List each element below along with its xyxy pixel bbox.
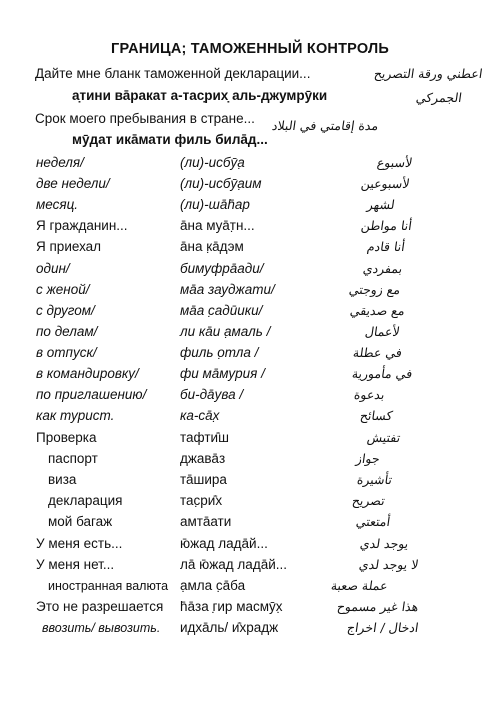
row-arabic: تصريح bbox=[351, 493, 387, 508]
row-ru: один/ bbox=[36, 261, 70, 276]
row-arabic: لأسبوع bbox=[375, 155, 414, 170]
row-translit: та̄шира bbox=[180, 472, 227, 487]
row-arabic: هذا غير مسموح bbox=[335, 599, 420, 614]
row-translit: ю̄жад лада̄й... bbox=[180, 536, 268, 551]
intro-ru-2: Срок моего пребывания в стране... bbox=[35, 111, 255, 126]
row-arabic: كسائح bbox=[358, 408, 394, 423]
row-ru: как турист. bbox=[36, 408, 115, 423]
row-ru: У меня есть... bbox=[36, 536, 123, 551]
row-arabic: لأسبوعين bbox=[360, 176, 412, 191]
row-translit: h̄а̄за г̣ир масмӯх̣ bbox=[180, 599, 283, 614]
row-arabic: تأشيرة bbox=[356, 472, 394, 487]
row-translit: ма̄а с̣адӣики/ bbox=[180, 303, 263, 318]
row-ru: с другом/ bbox=[36, 303, 95, 318]
row-translit: джава̄з bbox=[180, 451, 226, 466]
row-arabic: في مأمورية bbox=[350, 366, 414, 381]
row-translit: (ли)-исбӯа̣ bbox=[180, 155, 245, 170]
row-translit: бимуфра̄ади/ bbox=[180, 261, 264, 276]
row-arabic: أنا قادم bbox=[366, 239, 407, 254]
row-ru: месяц. bbox=[36, 197, 79, 212]
row-arabic: بدعوة bbox=[353, 387, 387, 402]
row-arabic: تفتيش bbox=[365, 430, 402, 445]
row-translit: тафти̇̄ш bbox=[180, 430, 229, 445]
row-translit: амта̄ати bbox=[180, 514, 232, 529]
row-arabic: لشهر bbox=[366, 197, 397, 212]
row-ru: Это не разрешается bbox=[36, 599, 164, 614]
row-translit: фи ма̄мурия / bbox=[180, 366, 265, 381]
row-arabic: في عطلة bbox=[352, 345, 404, 360]
intro-arabic-2: مدة إقامتي في البلاد bbox=[270, 118, 380, 133]
row-ru: неделя/ bbox=[36, 155, 84, 170]
row-ru: декларация bbox=[48, 493, 123, 508]
row-ru: паспорт bbox=[48, 451, 98, 466]
row-translit: идха̄ль/ и̇̄храдж bbox=[180, 620, 279, 635]
intro-translit-1: а̣тини ва̄ракат а-тас̣рих̣ аль-джумрӯки bbox=[72, 88, 328, 103]
row-ru: У меня нет... bbox=[36, 557, 115, 572]
row-ru: иностранная валюта bbox=[48, 579, 169, 593]
row-arabic: لأعمال bbox=[364, 324, 402, 339]
row-translit: а̄на муа̄т̣н... bbox=[180, 218, 255, 233]
intro-ru-1: Дайте мне бланк таможенной декларации... bbox=[35, 66, 311, 81]
row-translit: а̣мла с̣а̄ба bbox=[180, 578, 246, 593]
page-title: ГРАНИЦА; ТАМОЖЕННЫЙ КОНТРОЛЬ bbox=[111, 41, 389, 57]
row-ru: с женой/ bbox=[36, 282, 90, 297]
row-translit: (ли)-исбӯа̣им bbox=[180, 176, 262, 191]
row-arabic: جواز bbox=[355, 451, 382, 466]
row-ru: мой багаж bbox=[48, 514, 113, 529]
row-arabic: مع صديقي bbox=[349, 303, 407, 318]
row-arabic: مع زوجتي bbox=[347, 282, 402, 297]
row-ru: виза bbox=[48, 472, 77, 487]
row-translit: (ли)-ша̄h̄ар bbox=[180, 197, 250, 212]
row-arabic: بمفردي bbox=[361, 261, 404, 276]
row-ru: ввозить/ вывозить. bbox=[42, 621, 161, 635]
row-translit: би-да̄ува / bbox=[180, 387, 244, 402]
intro-translit-2: мӯдат ика̄мати филь била̄д... bbox=[72, 132, 268, 147]
row-translit: а̄на к̣а̄дэм bbox=[180, 239, 244, 254]
row-ru: две недели/ bbox=[36, 176, 110, 191]
intro-arabic-1b: الجمركي bbox=[415, 90, 464, 105]
row-translit: филь о̣тла / bbox=[180, 345, 259, 360]
row-ru: Я гражданин... bbox=[36, 218, 128, 233]
row-translit: тас̣ри̇̄х bbox=[180, 493, 223, 508]
row-ru: Проверка bbox=[36, 430, 97, 445]
row-ru: в командировку/ bbox=[36, 366, 139, 381]
row-arabic: ادخال / اخراج bbox=[345, 620, 420, 635]
row-translit: ла̄ ю̄жад лада̄й... bbox=[180, 557, 287, 572]
row-arabic: عملة صعبة bbox=[330, 578, 390, 593]
row-translit: ка-са̄х̣ bbox=[180, 408, 220, 423]
row-arabic: أنا مواطن bbox=[360, 218, 414, 233]
intro-arabic-1a: اعطني ورقة التصريح bbox=[372, 66, 484, 81]
row-ru: по делам/ bbox=[36, 324, 98, 339]
row-translit: ли ка̄и а̣маль / bbox=[180, 324, 271, 339]
row-ru: в отпуск/ bbox=[36, 345, 97, 360]
row-ru: по приглашению/ bbox=[36, 387, 147, 402]
row-translit: ма̄а зауджати/ bbox=[180, 282, 275, 297]
row-arabic: يوجد لدي bbox=[358, 536, 410, 551]
row-ru: Я приехал bbox=[36, 239, 102, 254]
row-arabic: لا يوجد لدي bbox=[357, 557, 420, 572]
row-arabic: أمتعتي bbox=[354, 514, 392, 529]
